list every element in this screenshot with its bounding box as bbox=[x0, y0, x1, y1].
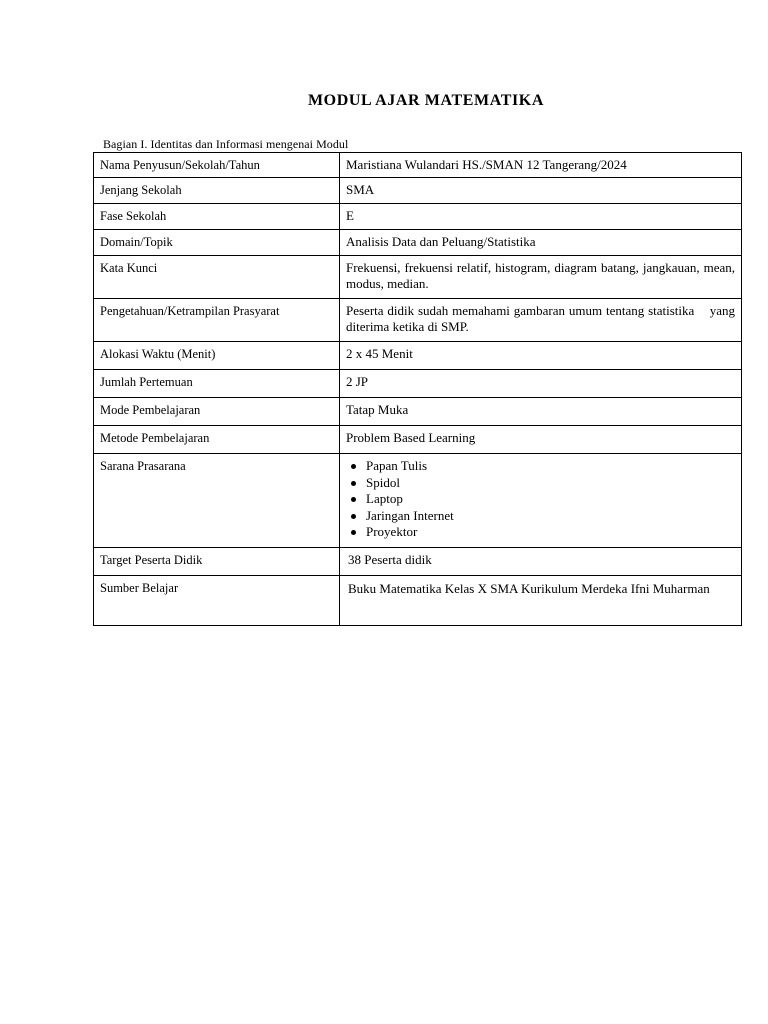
table-row bbox=[94, 398, 742, 426]
row-value-time-allocation: 2 x 45 Menit bbox=[340, 342, 742, 370]
bullet-icon bbox=[351, 481, 356, 486]
row-label-domain: Domain/Topik bbox=[94, 230, 340, 256]
row-value-meetings: 2 JP bbox=[340, 370, 742, 398]
row-value-school-level: SMA bbox=[340, 178, 742, 204]
row-label-learning-mode: Mode Pembelajaran bbox=[94, 398, 340, 426]
list-item bbox=[366, 458, 735, 475]
row-label-time-allocation: Alokasi Waktu (Menit) bbox=[94, 342, 340, 370]
bullet-icon bbox=[351, 514, 356, 519]
row-label-learning-source: Sumber Belajar bbox=[94, 576, 340, 626]
row-label-phase: Fase Sekolah bbox=[94, 204, 340, 230]
row-value-learning-mode: Tatap Muka bbox=[340, 398, 742, 426]
table-row bbox=[94, 426, 742, 454]
row-value-author: Maristiana Wulandari HS./SMAN 12 Tangerang/2024 bbox=[340, 153, 742, 178]
document-title: MODUL AJAR MATEMATIKA bbox=[307, 92, 544, 109]
bullet-icon bbox=[351, 497, 356, 502]
list-item bbox=[366, 508, 735, 525]
row-label-meetings: Jumlah Pertemuan bbox=[94, 370, 340, 398]
facility-item-label: Spidol bbox=[366, 474, 400, 490]
facility-item-label: Laptop bbox=[366, 491, 403, 506]
table-row bbox=[94, 153, 742, 178]
table-row bbox=[94, 178, 742, 204]
table-row bbox=[94, 548, 742, 576]
row-value-phase: E bbox=[340, 204, 742, 230]
row-label-learning-method: Metode Pembelajaran bbox=[94, 426, 340, 454]
list-item bbox=[366, 491, 735, 508]
target-students-text: 38 Peserta didik bbox=[348, 552, 432, 567]
row-label-facilities: Sarana Prasarana bbox=[94, 454, 340, 548]
facility-item-label: Jaringan Internet bbox=[366, 507, 454, 523]
bullet-icon bbox=[351, 464, 356, 469]
learning-source-text: Buku Matematika Kelas X SMA Kurikulum Merdeka Ifni Muharman bbox=[348, 581, 710, 596]
bullet-icon bbox=[351, 530, 356, 535]
table-row bbox=[94, 299, 742, 342]
row-value-target-students bbox=[340, 548, 742, 576]
row-value-domain: Analisis Data dan Peluang/Statistika bbox=[340, 230, 742, 256]
row-label-author: Nama Penyusun/Sekolah/Tahun bbox=[94, 153, 340, 178]
row-value-keywords: Frekuensi, frekuensi relatif, histogram, diagram batang, jangkauan, mean, modus, median. bbox=[340, 256, 742, 299]
section-heading: Bagian I. Identitas dan Informasi mengenai Modul bbox=[103, 137, 349, 151]
row-label-prerequisites: Pengetahuan/Ketrampilan Prasyarat bbox=[94, 299, 340, 342]
row-label-keywords: Kata Kunci bbox=[94, 256, 340, 299]
row-label-target-students: Target Peserta Didik bbox=[94, 548, 340, 576]
table-row bbox=[94, 370, 742, 398]
row-label-school-level: Jenjang Sekolah bbox=[94, 178, 340, 204]
facility-list bbox=[346, 458, 735, 541]
table-row bbox=[94, 230, 742, 256]
row-value-prerequisites: Peserta didik sudah memahami gambaran umum tentang statistika yang diterima ketika di SMP. bbox=[340, 299, 742, 342]
list-item bbox=[366, 475, 735, 492]
module-info-table bbox=[93, 152, 742, 626]
table-row bbox=[94, 204, 742, 230]
facility-item-label: Proyektor bbox=[366, 524, 418, 539]
row-value-learning-source bbox=[340, 576, 742, 626]
table-row bbox=[94, 256, 742, 299]
row-value-facilities bbox=[340, 454, 742, 548]
list-item bbox=[366, 524, 735, 541]
row-value-learning-method: Problem Based Learning bbox=[340, 426, 742, 454]
table-row bbox=[94, 576, 742, 626]
facility-item-label: Papan Tulis bbox=[366, 458, 428, 473]
table-row bbox=[94, 342, 742, 370]
table-row bbox=[94, 454, 742, 548]
